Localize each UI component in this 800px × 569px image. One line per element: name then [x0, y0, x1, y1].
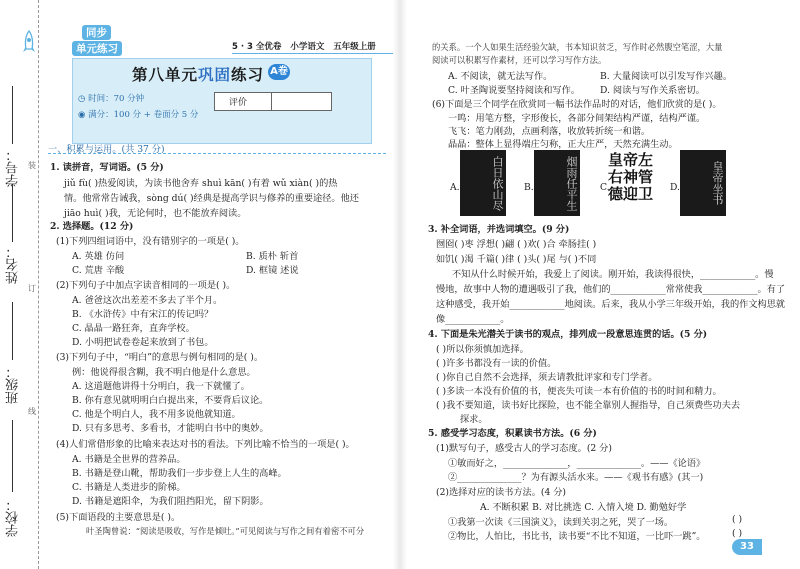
q1-line-1: jiǔ fù( )热爱阅读，为读书他舍弃 shuì kān( )有着 wǔ xiàn( )的热 [64, 178, 338, 189]
rocket-icon [22, 30, 36, 56]
q5-2-stem: (2)选择对应的读书方法。(4 分) [436, 487, 567, 498]
section-1-rule [48, 153, 386, 154]
grade-name: 五年级上册 [333, 42, 376, 52]
q2-stem: 2. 选择题。(12 分) [50, 221, 134, 232]
q1-line-3: jiāo huì( )我，无论何时，也不能放弃阅读。 [64, 208, 247, 219]
evaluation-box [214, 92, 332, 111]
q2-2-option-d: D. 小明把试卷卷起来放到了书包。 [72, 337, 214, 348]
q4-stem: 4. 下面是朱光潜关于读书的观点，排列成一段意思连贯的话。(5 分) [428, 329, 708, 340]
q2-4-option-c: C. 书籍是人类进步的阶梯。 [72, 482, 186, 493]
q2-5-option-c: C. 叶圣陶说要坚持阅读和写作。 [448, 85, 580, 96]
evaluation-divider [271, 93, 272, 110]
q2-1-stem: (1)下列四组词语中，没有错别字的一项是( )。 [56, 236, 245, 247]
q2-5-passage: 叶圣陶曾说：“阅读是吸收，写作是倾吐。”可见阅读与写作之间有着密不可分 [86, 526, 365, 536]
q1-stem: 1. 读拼音，写词语。(5 分) [50, 162, 164, 173]
q5-2-answer-2[interactable]: ( ) [732, 528, 743, 539]
calligraphy-option-b-label: B. [524, 182, 534, 193]
name-label: 姓名： [6, 245, 21, 284]
q2-1-option-c: C. 荒唐 辛酸 [72, 265, 125, 276]
q4-sentence-3: ( )你自己自然不会选择，须去请教批评家和专门学者。 [436, 372, 658, 383]
calligraphy-image-d: 皇帝坐书 [680, 150, 726, 216]
book-spine [393, 0, 407, 569]
clock-icon: ◷ [78, 94, 89, 104]
full-score [78, 108, 198, 120]
sync-unit-practice-logo [72, 23, 142, 61]
q2-3-option-d: D. 只有多思考、多看书，才能明白书中的奥妙。 [72, 423, 269, 434]
q3-passage-4: 像____________。 [436, 314, 510, 325]
binding-mark-1: 装 [28, 161, 36, 170]
q2-1-option-d: D. 框镜 述说 [246, 265, 299, 276]
evaluation-label: 评价 [229, 98, 248, 108]
calligraphy-option-c-label: C. [600, 182, 610, 193]
q2-1-option-a: A. 英雄 仿问 [72, 251, 125, 262]
calligraphy-option-a-label: A. [450, 182, 460, 193]
page-title [132, 63, 264, 85]
series-name: 5 · 3 全优卷 [232, 42, 282, 52]
calligraphy-image-b: 烟雨任平生 [534, 150, 580, 216]
calligraphy-image-c: 皇帝左右神管德迎卫 [608, 151, 654, 203]
time-limit [78, 92, 144, 104]
q2-4-option-b: B. 书籍是登山靴，帮助我们一步步登上人生的高峰。 [72, 468, 287, 479]
q5-2-options: A. 不断积累 B. 对比挑选 C. 入情入境 D. 勤勉好学 [480, 502, 687, 513]
q2-3-option-b: B. 你有意见就明明白白提出来，不要背后议论。 [72, 395, 269, 406]
q3-stem: 3. 补全词语，并选词填空。(9 分) [428, 224, 570, 235]
q2-1-option-b: B. 质朴 斩首 [246, 251, 299, 262]
school-blank [12, 420, 14, 492]
time-text: 时间：70 分钟 [88, 94, 145, 104]
q2-5-option-b: B. 大量阅读可以引发写作兴趣。 [600, 71, 733, 82]
paper-badge: A卷 [268, 64, 290, 80]
subject-name: 小学语文 [290, 42, 325, 52]
calligraphy-image-a: 白日依山尽 [460, 150, 506, 216]
q5-2-answer-1[interactable]: ( ) [732, 514, 743, 525]
q2-3-example: 例：他说得很含糊，我不明白他是什么意思。 [72, 367, 256, 378]
q2-5-stem: (5)下面语段的主要意思是( )。 [56, 512, 181, 523]
check-icon: ◉ [78, 110, 89, 120]
q1-line-2: 情。他常常告诫我，sòng dú( )经典是提高学识与修养的重要途径。他还 [64, 193, 359, 204]
q5-stem: 5. 感受学习态度，积累读书方法。(6 分) [428, 428, 597, 439]
q2-6-stem: (6)下面是三个同学在欣赏同一幅书法作品时的对话，他们欣赏的是( )。 [432, 99, 722, 110]
q2-2-option-a: A. 爸爸这次出差差不多去了半个月。 [72, 295, 223, 306]
q2-3-option-a: A. 这道题他讲得十分明白，我一下就懂了。 [72, 381, 250, 392]
name-blank [12, 184, 14, 242]
q4-sentence-1: ( )所以你须慎加选择。 [436, 344, 529, 355]
calligraphy-option-d-label: D. [670, 182, 680, 193]
binding-mark-3: 线 [28, 407, 36, 416]
title-post: 练习 [231, 66, 265, 84]
q2-6-dialogue-3: 晶晶：整体上显得端庄匀称，正大庄严，天然充满生动。 [448, 139, 678, 150]
q2-2-option-c: C. 晶晶一路狂奔，直奔学校。 [72, 323, 195, 334]
q5-2-item-1: ①我第一次读《三国演义》，读到关羽之死，哭了一场。 [448, 517, 674, 528]
q2-4-option-a: A. 书籍是全世界的营养品。 [72, 454, 186, 465]
q2-6-dialogue-2: 飞飞：笔力刚劲，点画利落，收放转折统一和谐。 [448, 126, 651, 137]
q2-3-option-c: C. 他是个明白人，我不用多说他就知道。 [72, 409, 241, 420]
student-id-blank [12, 86, 14, 144]
q5-1-line-2: ②______________？为有源头活水来。——《观书有感》(其一) [448, 472, 704, 483]
q4-sentence-2: ( )许多书都没有一读的价值。 [436, 358, 557, 369]
q3-words-line-1: 囫囵( )枣 浮想( )翩 ( )欢( )合 牵肠挂( ) [436, 239, 597, 250]
q5-2-item-2: ②物比，人怕比，书比书，读书要“不比不知道，一比吓一跳”。 [448, 531, 706, 542]
school-label: 学校： [6, 498, 21, 537]
class-blank [12, 302, 14, 360]
score-text: 满分：100 分 + 卷面分 5 分 [88, 110, 199, 120]
q3-passage-2: 慢地，故事中人物的遭遇吸引了我，他们的____________常常使我____________。有了 [436, 284, 786, 295]
passage-continued-1: 的关系。一个人如果生活经验欠缺，书本知识贫乏，写作时必然腹空笔涩，大量 [432, 42, 723, 52]
q2-4-option-d: D. 书籍是遮阳伞，为我们阻挡阳光，留下阴影。 [72, 496, 269, 507]
q2-4-stem: (4)人们常借形象的比喻来表达对书的看法。下列比喻不恰当的一项是( )。 [56, 439, 355, 450]
book-header [232, 40, 376, 52]
q5-1-line-1: ①敏而好之，______________，______________。——《论语》 [448, 458, 706, 469]
page-number: 33 [732, 539, 762, 555]
q2-5-option-a: A. 不阅读，就无法写作。 [448, 71, 553, 82]
q3-words-line-2: 如饥( )渴 千篇( )律 ( )头( )尾 与( )不同 [436, 254, 597, 265]
q2-6-dialogue-1: 一鸣：用笔方整，字形俊长，各部分间架结构严谨，结构严谨。 [448, 113, 706, 124]
q5-1-stem: (1)默写句子，感受古人的学习态度。(2 分) [436, 443, 612, 454]
q4-sentence-5-end: 探求。 [460, 414, 488, 425]
q2-2-option-b: B. 《水浒传》中有宋江的传记吗？ [72, 309, 214, 320]
q3-passage-3: 这种感受，我开始____________地阅读。后来，我从小学三年级开始，我的作文构思就 [436, 299, 786, 310]
logo-line-1: 同步 [82, 25, 111, 40]
title-highlight: 巩固 [198, 66, 232, 84]
q2-2-stem: (2)下列句子中加点字读音相同的一项是( )。 [56, 280, 236, 291]
student-id-label: 学号： [6, 148, 21, 187]
binding-mark-2: 订 [28, 284, 36, 293]
header-rule [232, 53, 397, 54]
binding-dashed-line [38, 0, 40, 569]
section-1-heading: 一、积累与运用。(共 37 分) [48, 144, 165, 155]
class-label: 班级： [6, 365, 21, 404]
logo-line-2: 单元练习 [72, 41, 122, 56]
q4-sentence-4: ( )多读一本没有价值的书，便丧失可读一本有价值的书的时间和精力。 [436, 386, 722, 397]
q3-passage-1: 不知从什么时候开始，我爱上了阅读。刚开始，我读得很快，____________。慢 [452, 269, 774, 280]
passage-continued-2: 阅读可以积累写作素材，还可以学习写作方法。 [432, 55, 607, 65]
title-pre: 第八单元 [132, 66, 199, 84]
q2-5-option-d: D. 阅读与写作关系密切。 [600, 85, 705, 96]
q2-3-stem: (3)下列句子中，“明白”的意思与例句相同的是( )。 [56, 352, 264, 363]
q4-sentence-5: ( )我不要知道，读书好比探险，也不能全靠别人握指导，自己须费些功夫去 [436, 400, 741, 411]
